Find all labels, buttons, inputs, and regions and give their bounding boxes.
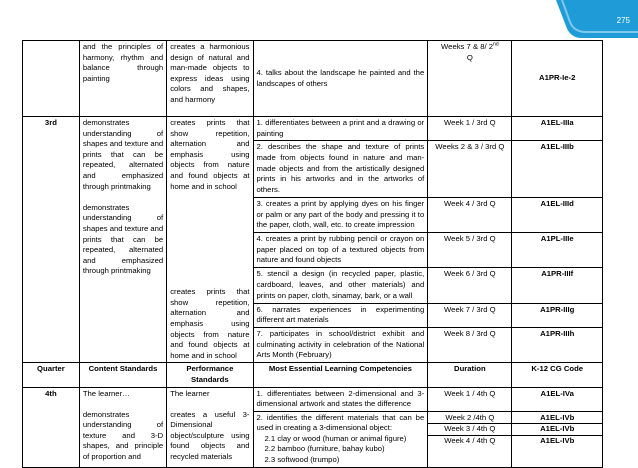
competency-text: 2. identifies the different materials that can be used in creating a 3-dimensional object: [256,412,425,433]
table-row [23,117,603,141]
code-cell [512,411,603,467]
code-line: A1EL-IVb [512,435,602,447]
duration-line: Week 4 / 4th Q [428,435,511,447]
code-line: A1EL-IVb [540,412,575,422]
content-standards-text-2: demonstrates understanding of shapes and texture and prints that can be repeated, alternated and emphasized through printmaking [82,202,164,276]
competency-cell: 3. creates a print by applying dyes on his finger or palm or any part of the body and pressing it to the paper, cloth, wall, etc. to create impression [253,198,428,233]
header-content-standards: Content Standards [79,363,166,387]
header-code: K-12 CG Code [512,363,603,387]
competency-cell: 1. differentiates between a print and a drawing or painting [253,117,428,141]
content-standards-text: demonstrates understanding of texture and 3-D shapes, and principle of proportion and [82,409,164,462]
table-header-row [23,363,603,387]
table-row [23,387,603,411]
content-standards-text-1: demonstrates understanding of shapes and texture and prints that can be repeated, alternated and emphasized through printmaking [82,118,164,191]
sub-item: 2.3 softwood (trumpo) [264,455,340,465]
sub-item: 2.1 clay or wood (human or animal figure) [264,433,407,443]
competency-cell: 6. narrates experiences in experimenting different art materials [253,303,428,327]
code-cell: A1EL-IIId [512,198,603,233]
duration-cell [428,411,512,467]
duration-line: Week 2 /4th Q [445,412,495,422]
competency-cell: 2. describes the shape and texture of prints made from objects found in nature and man-made objects and from the artistically designed prints in his artworks and in the artworks of others. [253,141,428,198]
performance-standards-cell [167,387,253,467]
duration-superscript: nd [493,41,499,48]
duration-cell: Week 7 / 3rd Q [428,303,512,327]
sub-item: 2.2 bamboo (furniture, bahay kubo) [264,444,385,454]
table-row [23,41,603,117]
duration-cell: Week 6 / 3rd Q [428,268,512,303]
header-duration: Duration [428,363,512,387]
page-number: 275 [616,16,630,25]
duration-tail: Q [466,52,473,62]
code-cell: A1EL-IIIa [512,117,603,141]
performance-standards-intro: The learner [170,388,210,398]
code-cell: A1PR-Ie-2 [512,41,603,117]
duration-line: Week 3 / 4th Q [428,423,511,435]
code-line: A1EL-IVb [512,423,602,435]
duration-cell: Week 5 / 3rd Q [428,233,512,268]
duration-cell: Week 1 / 4th Q [428,387,512,411]
code-cell: A1PR-IIIh [512,328,603,363]
duration-cell: Week 4 / 3rd Q [428,198,512,233]
code-cell: A1PR-IIIf [512,268,603,303]
duration-cell: Week 8 / 3rd Q [428,328,512,363]
header-competencies: Most Essential Learning Competencies [253,363,428,387]
performance-standards-cell: creates a harmonious design of natural and man-made objects to express ideas using colors and shapes, and harmony [167,41,253,117]
code-cell: A1EL-IVa [512,387,603,411]
competency-cell: 4. creates a print by rubbing pencil or crayon on paper placed on top of a textured objects from nature and found objects [253,233,428,268]
competency-cell: 5. stencil a design (in recycled paper, plastic, cardboard, leaves, and other materials) and prints on paper, cloth, sinamay, bark, or a wall [253,268,428,303]
competency-cell: 1. differentiates between 2-dimensional and 3-dimensional artwork and states the difference [253,387,428,411]
content-standards-cell [79,387,166,467]
performance-standards-text-2: creates prints that show repetition, alternation and emphasis using objects from nature and found objects at home and in school [170,287,250,360]
content-standards-cell [79,117,166,363]
curriculum-table [22,40,603,468]
competency-cell: 4. talks about the landscape he painted and the landscapes of others [253,41,428,117]
code-cell: A1PL-IIIe [512,233,603,268]
code-cell: A1EL-IIIb [512,141,603,198]
quarter-cell: 3rd [23,117,80,363]
performance-standards-text-1: creates prints that show repetition, alternation and emphasis using objects from nature and found objects at home and in school [170,118,250,191]
competency-cell [253,411,428,467]
competency-cell: 7. participates in school/district exhibit and culminating activity in celebration of the National Arts Month (February) [253,328,428,363]
header-quarter: Quarter [23,363,80,387]
content-standards-intro: The learner… [82,388,130,398]
performance-standards-text: creates a useful 3-Dimensional object/sculpture using found objects and recycled materials [170,409,250,462]
performance-standards-cell [167,117,253,363]
duration-cell: Week 1 / 3rd Q [428,117,512,141]
duration-cell [428,41,512,117]
code-cell: A1PR-IIIg [512,303,603,327]
header-performance-standards: Performance Standards [167,363,253,387]
content-standards-cell: and the principles of harmony, rhythm and balance through painting [79,41,166,117]
duration-main: Weeks 7 & 8/ 2 [441,42,494,51]
quarter-cell: 4th [23,387,80,467]
quarter-cell [23,41,80,117]
duration-cell: Weeks 2 & 3 / 3rd Q [428,141,512,198]
